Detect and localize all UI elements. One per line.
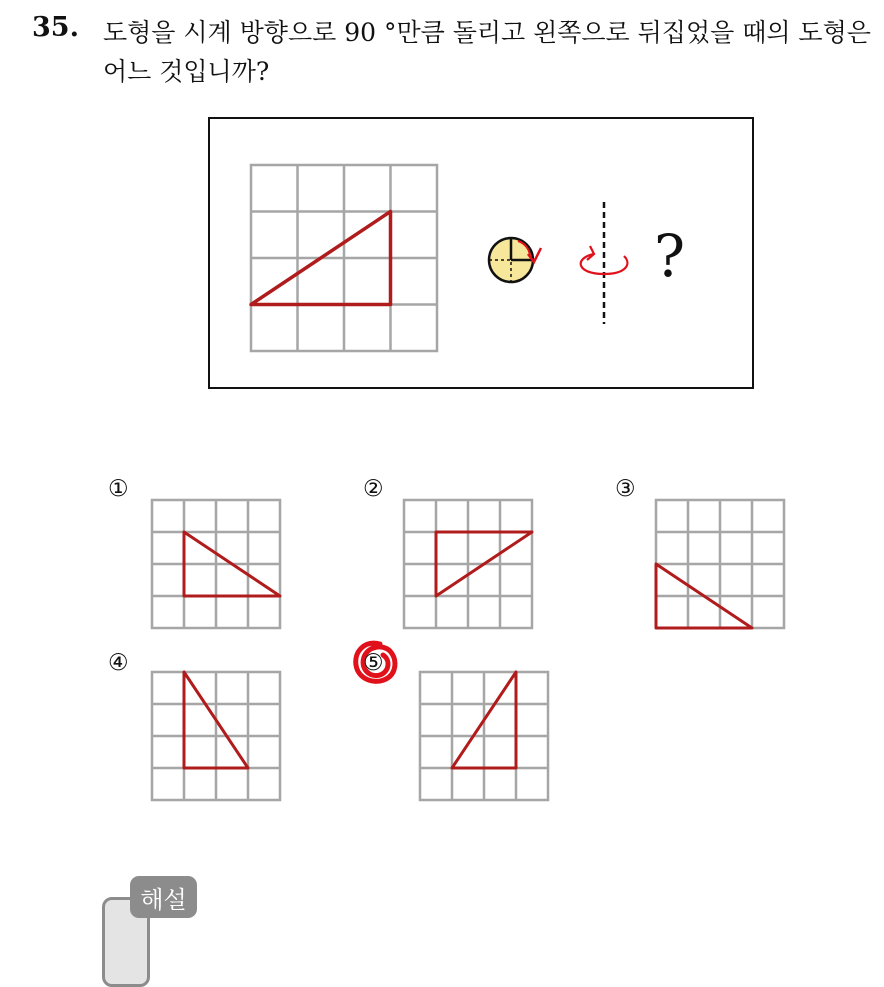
question-text-line-2: 어느 것입니까?	[103, 57, 270, 86]
question-number: 35.	[32, 12, 79, 43]
choice-5-grid	[420, 672, 548, 800]
flip-left-icon	[572, 200, 638, 326]
choice-5-figure[interactable]	[418, 670, 550, 802]
choice-5-label[interactable]: ⑤	[363, 650, 384, 676]
choice-3-grid	[656, 500, 784, 628]
choice-1-grid	[152, 500, 280, 628]
choice-4-grid	[152, 672, 280, 800]
choice-1-figure[interactable]	[150, 498, 282, 630]
choice-2-label[interactable]: ②	[363, 476, 384, 502]
original-figure-grid	[251, 165, 437, 351]
choice-2-figure[interactable]	[402, 498, 534, 630]
unknown-result-mark: ?	[654, 222, 686, 290]
original-figure	[249, 163, 441, 355]
hint-button[interactable]: 해설	[130, 876, 197, 918]
rotate-clockwise-90-icon	[484, 232, 550, 288]
choice-4-label[interactable]: ④	[108, 650, 129, 676]
choice-3-label[interactable]: ③	[615, 476, 636, 502]
question-text-line-1: 도형을 시계 방향으로 90 °만큼 돌리고 왼쪽으로 뒤집었을 때의 도형은	[103, 18, 871, 47]
choice-4-figure[interactable]	[150, 670, 282, 802]
choice-1-label[interactable]: ①	[108, 476, 129, 502]
choice-2-grid	[404, 500, 532, 628]
choice-3-figure[interactable]	[654, 498, 786, 630]
